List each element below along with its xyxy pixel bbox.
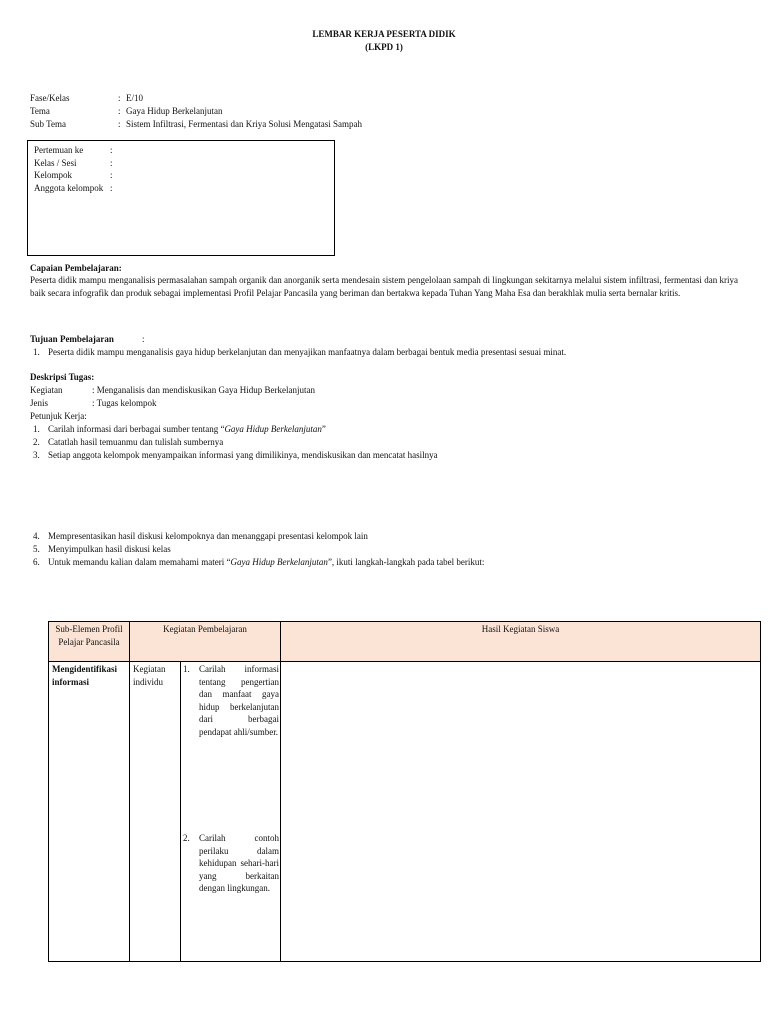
list-number: 4. bbox=[33, 531, 40, 541]
step-number: 1. bbox=[183, 664, 190, 674]
deskripsi-heading: Deskripsi Tugas: bbox=[30, 372, 95, 382]
field-label: Kelompok bbox=[34, 170, 72, 180]
tujuan-item bbox=[33, 346, 566, 359]
field-kelas-sesi[interactable] bbox=[34, 157, 113, 170]
petunjuk-label: Petunjuk Kerja: bbox=[30, 411, 87, 421]
identity-row-tema: Tema : Gaya Hidup Berkelanjutan bbox=[30, 106, 223, 116]
list-number: 5. bbox=[33, 544, 40, 554]
tujuan-heading bbox=[30, 333, 144, 346]
deskripsi-kegiatan bbox=[30, 384, 315, 397]
step-text: Carilah contoh perilaku dalam kehidupan sehari-hari yang berkaitan dengan lingkungan. bbox=[199, 833, 279, 894]
field-colon: : bbox=[110, 182, 113, 193]
identity-label: Fase/Kelas bbox=[30, 93, 70, 103]
document-subtitle: (LKPD 1) bbox=[365, 42, 403, 52]
petunjuk-step bbox=[33, 543, 171, 556]
petunjuk-step bbox=[33, 530, 368, 543]
deskripsi-jenis bbox=[30, 397, 157, 410]
capaian-heading: Capaian Pembelajaran: bbox=[30, 263, 122, 273]
group-info-box[interactable] bbox=[27, 140, 335, 256]
field-label: Pertemuan ke bbox=[34, 145, 84, 155]
activity-table bbox=[48, 621, 761, 962]
step-text: Catatlah hasil temuanmu dan tulislah sumbernya bbox=[48, 437, 224, 447]
petunjuk-step bbox=[33, 556, 484, 569]
list-number: 6. bbox=[33, 557, 40, 567]
step-emphasis: Gaya Hidup Berkelanjutan bbox=[230, 557, 328, 567]
cell-steps bbox=[181, 662, 281, 962]
step-number: 2. bbox=[183, 833, 190, 843]
field-colon: : bbox=[110, 170, 113, 180]
cell-sub-elemen: Mengidentifikasi informasi bbox=[49, 662, 130, 962]
field-label: Anggota kelompok bbox=[34, 182, 104, 193]
step-text: Setiap anggota kelompok menyampaikan informasi yang dimilikinya, mendiskusikan dan mencatat hasilnya bbox=[48, 450, 438, 460]
cell-hasil-kegiatan[interactable] bbox=[281, 662, 761, 962]
kv-label: Jenis bbox=[30, 398, 48, 408]
identity-row-subtema: Sub Tema : Sistem Infiltrasi, Fermentasi dan Kriya Solusi Mengatasi Sampah bbox=[30, 119, 362, 129]
tujuan-heading-label: Tujuan Pembelajaran bbox=[30, 334, 114, 344]
capaian-text: Peserta didik mampu menganalisis permasalahan sampah organik dan anorganik serta mendesain sistem pengelolaan sampah di lingkungan sekitarnya melalui sistem infiltrasi, fermentasi dan kriya baik secara infografik dan produk sebagai implementasi Profil Pelajar Pancasila yang beriman dan bertakwa kepada Tuhan Yang Maha Esa dan berakhlak mulia serta bernalar kritis. bbox=[30, 275, 738, 298]
kv-label: Kegiatan bbox=[30, 385, 63, 395]
field-anggota[interactable] bbox=[34, 182, 113, 195]
list-text: Peserta didik mampu menganalisis gaya hidup berkelanjutan dan menyajikan manfaatnya dalam berbagai bentuk media presentasi sesuai minat. bbox=[48, 347, 567, 357]
kv-value: : Menganalisis dan mendiskusikan Gaya Hidup Berkelanjutan bbox=[92, 385, 315, 395]
header-kegiatan: Kegiatan Pembelajaran bbox=[130, 622, 281, 662]
document-title: LEMBAR KERJA PESERTA DIDIK bbox=[312, 29, 456, 39]
step-text: Untuk memandu kalian dalam memahami materi “ bbox=[48, 557, 231, 567]
steps-container bbox=[183, 663, 278, 960]
step-text: Menyimpulkan hasil diskusi kelas bbox=[48, 544, 171, 554]
header-sub-elemen: Sub-Elemen Profil Pelajar Pancasila bbox=[49, 622, 130, 662]
step-text-end: ”, ikuti langkah-langkah pada tabel berikut: bbox=[327, 557, 485, 567]
list-number: 1. bbox=[33, 424, 40, 434]
identity-value: E/10 bbox=[126, 93, 143, 103]
identity-value: Gaya Hidup Berkelanjutan bbox=[126, 106, 223, 116]
identity-value: Sistem Infiltrasi, Fermentasi dan Kriya Solusi Mengatasi Sampah bbox=[126, 119, 362, 129]
list-number: 3. bbox=[33, 450, 40, 460]
cell-jenis-kegiatan: Kegiatan individu bbox=[130, 662, 181, 962]
petunjuk-step bbox=[33, 449, 438, 462]
list-number: 2. bbox=[33, 437, 40, 447]
kv-value: : Tugas kelompok bbox=[92, 398, 157, 408]
list-number: 1. bbox=[33, 347, 40, 357]
tujuan-colon: : bbox=[141, 334, 145, 344]
table-row bbox=[49, 662, 761, 962]
petunjuk-step bbox=[33, 436, 223, 449]
step-text: Carilah informasi dari berbagai sumber tentang “ bbox=[48, 424, 225, 434]
identity-label: Tema bbox=[30, 106, 50, 116]
step-text: Mempresentasikan hasil diskusi kelompoknya dan menanggapi presentasi kelompok lain bbox=[48, 531, 368, 541]
header-hasil: Hasil Kegiatan Siswa bbox=[281, 622, 761, 662]
table-step bbox=[183, 663, 279, 739]
field-colon: : bbox=[110, 157, 113, 168]
table-step bbox=[183, 832, 279, 895]
identity-row-fase: Fase/Kelas : E/10 bbox=[30, 93, 143, 103]
field-label: Kelas / Sesi bbox=[34, 157, 77, 168]
field-pertemuan[interactable] bbox=[34, 144, 113, 157]
step-text: Carilah informasi tentang pengertian dan manfaat gaya hidup berkelanjutan dari berbagai pendapat ahli/sumber. bbox=[199, 664, 279, 737]
step-text-end: ” bbox=[321, 424, 326, 434]
field-kelompok[interactable] bbox=[34, 169, 113, 182]
identity-label: Sub Tema bbox=[30, 119, 66, 129]
field-colon: : bbox=[110, 145, 113, 155]
petunjuk-step bbox=[33, 423, 326, 436]
table-header-row bbox=[49, 622, 761, 662]
step-emphasis: Gaya Hidup Berkelanjutan bbox=[224, 424, 322, 434]
